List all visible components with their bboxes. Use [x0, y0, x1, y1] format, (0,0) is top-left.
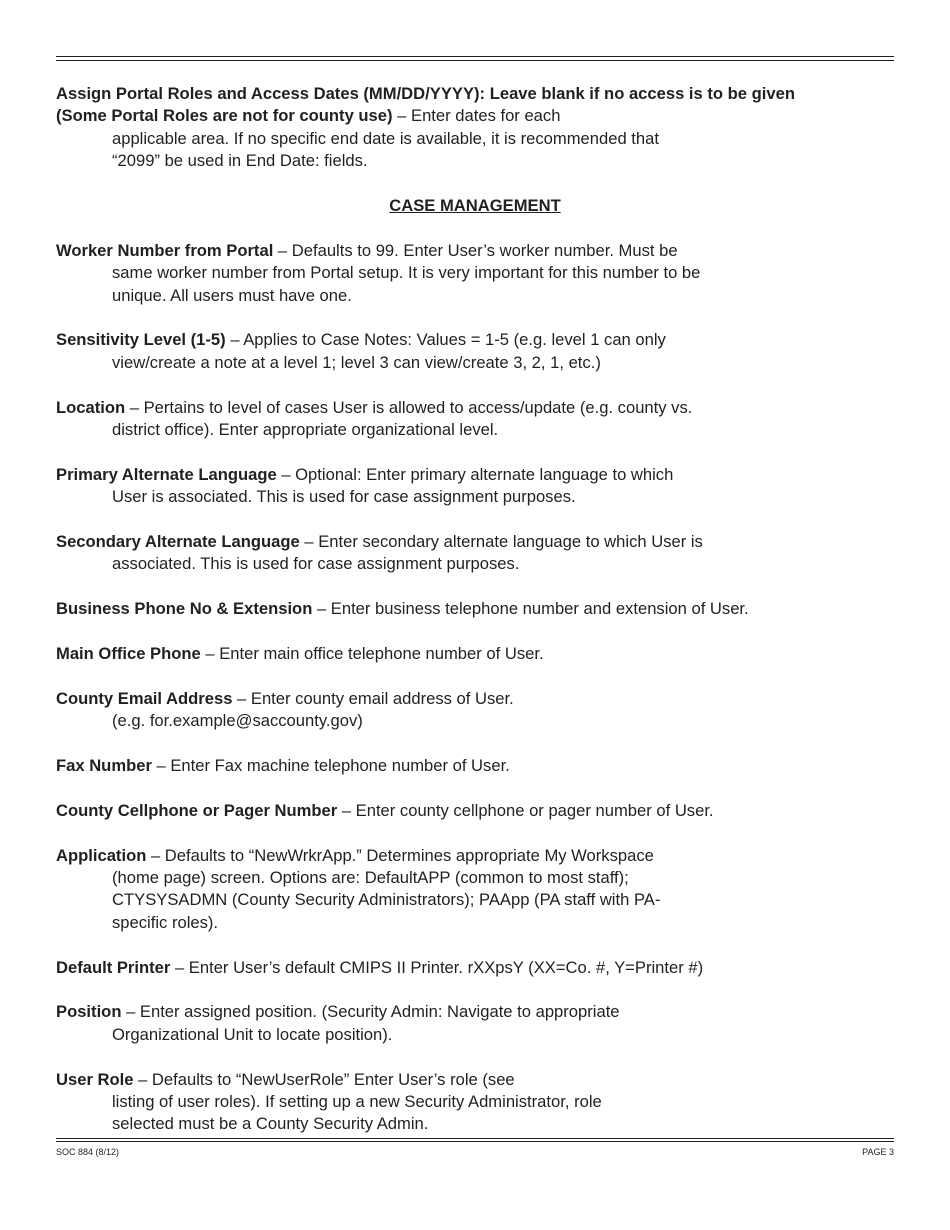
- field-term: Sensitivity Level (1-5): [56, 330, 226, 350]
- field-continuation-line: unique. All users must have one.: [112, 285, 352, 305]
- intro-bold-line2: (Some Portal Roles are not for county use): [56, 106, 393, 126]
- field-description: – Defaults to 99. Enter User’s worker number. Must be: [273, 240, 678, 260]
- field-entry: [56, 464, 906, 509]
- field-term: Fax Number: [56, 756, 152, 776]
- field-entry: [56, 1069, 906, 1136]
- field-term: Main Office Phone: [56, 644, 201, 664]
- field-continuation-line: CTYSYSADMN (County Security Administrators); PAApp (PA staff with PA-: [112, 890, 661, 910]
- field-continuation-line: (e.g. for.example@saccounty.gov): [112, 711, 363, 731]
- bottom-rule-2: [56, 1141, 894, 1142]
- field-description: – Enter assigned position. (Security Admin: Navigate to appropriate: [121, 1002, 620, 1022]
- intro-line4: “2099” be used in End Date: fields.: [112, 151, 368, 171]
- top-rule-2: [56, 60, 894, 61]
- field-continuation-line: User is associated. This is used for case assignment purposes.: [112, 487, 576, 507]
- field-entry: [56, 845, 906, 935]
- field-description: – Enter User’s default CMIPS II Printer. rXXpsY (XX=Co. #, Y=Printer #): [170, 957, 704, 977]
- form-id: SOC 884 (8/12): [56, 1147, 120, 1157]
- field-entry: [56, 240, 906, 307]
- field-entry: [56, 598, 906, 620]
- intro-paragraph: [56, 83, 906, 173]
- field-description: – Enter secondary alternate language to which User is: [299, 532, 703, 552]
- field-entry: [56, 531, 906, 576]
- field-entry: [56, 957, 906, 979]
- field-description: – Defaults to “NewWrkrApp.” Determines appropriate My Workspace: [146, 845, 654, 865]
- field-term: Position: [56, 1002, 122, 1022]
- field-entry: [56, 329, 906, 374]
- field-term: Business Phone No & Extension: [56, 599, 313, 619]
- field-continuation-line: same worker number from Portal setup. It is very important for this number to be: [112, 263, 701, 283]
- field-entry: [56, 755, 906, 777]
- field-continuation-line: view/create a note at a level 1; level 3 can view/create 3, 2, 1, etc.): [112, 352, 601, 372]
- field-description: – Enter county email address of User.: [232, 688, 514, 708]
- bottom-rule-1: [56, 1138, 894, 1139]
- field-continuation-line: associated. This is used for case assignment purposes.: [112, 554, 520, 574]
- field-description: – Defaults to “NewUserRole” Enter User’s role (see: [133, 1069, 515, 1089]
- field-entry: [56, 1001, 906, 1046]
- field-entry: [56, 800, 906, 822]
- field-term: Default Printer: [56, 957, 171, 977]
- field-term: User Role: [56, 1069, 134, 1089]
- field-description: – Enter county cellphone or pager number of User.: [337, 800, 714, 820]
- intro-bold-line1: Assign Portal Roles and Access Dates (MM/DD/YYYY): Leave blank if no access is to be given: [56, 84, 795, 103]
- field-description: – Applies to Case Notes: Values = 1-5 (e.g. level 1 can only: [225, 330, 666, 350]
- field-term: Application: [56, 845, 147, 865]
- field-description: – Pertains to level of cases User is allowed to access/update (e.g. county vs.: [125, 397, 693, 417]
- field-entry: [56, 643, 906, 665]
- field-continuation-line: specific roles).: [112, 912, 219, 932]
- field-description: – Enter Fax machine telephone number of User.: [151, 756, 510, 776]
- field-term: County Email Address: [56, 688, 233, 708]
- field-continuation-line: selected must be a County Security Admin.: [112, 1114, 429, 1134]
- field-continuation-line: listing of user roles). If setting up a new Security Administrator, role: [112, 1092, 602, 1112]
- field-description: – Enter main office telephone number of User.: [200, 644, 544, 664]
- field-term: Worker Number from Portal: [56, 240, 274, 260]
- field-term: County Cellphone or Pager Number: [56, 800, 338, 820]
- intro-line3: applicable area. If no specific end date is available, it is recommended that: [112, 128, 659, 148]
- top-rule-1: [56, 56, 894, 57]
- field-continuation-line: Organizational Unit to locate position).: [112, 1024, 393, 1044]
- section-heading: CASE MANAGEMENT: [389, 196, 561, 216]
- document-body: [56, 83, 906, 1136]
- field-entry: [56, 397, 906, 442]
- field-entry: [56, 688, 906, 733]
- field-term: Secondary Alternate Language: [56, 532, 300, 552]
- intro-text-line2: – Enter dates for each: [392, 106, 561, 126]
- field-description: – Enter business telephone number and extension of User.: [312, 599, 749, 619]
- field-description: – Optional: Enter primary alternate language to which: [276, 464, 674, 484]
- page-number: PAGE 3: [862, 1147, 894, 1157]
- field-continuation-line: (home page) screen. Options are: DefaultAPP (common to most staff);: [112, 868, 629, 888]
- field-term: Primary Alternate Language: [56, 464, 277, 484]
- field-list: [56, 240, 906, 1136]
- field-term: Location: [56, 397, 126, 417]
- field-continuation-line: district office). Enter appropriate organizational level.: [112, 420, 499, 440]
